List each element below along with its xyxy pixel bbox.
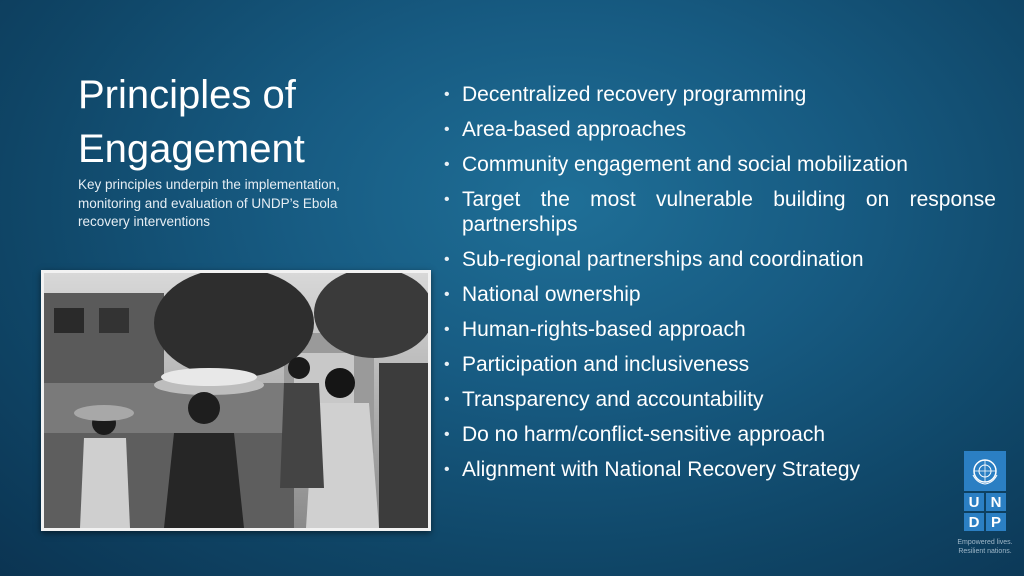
undp-logo [964, 451, 1006, 531]
list-item: • Area-based approaches [444, 118, 687, 141]
list-item: • Alignment with National Recovery Strategy [444, 458, 861, 481]
bullet-dot-icon: • [444, 251, 450, 268]
list-item: • Do no harm/conflict-sensitive approach [444, 423, 826, 446]
street-scene-photo [44, 273, 428, 528]
list-item: • Community engagement and social mobilization [444, 153, 908, 176]
bullet-dot-icon: • [444, 391, 450, 408]
undp-letters: U N D P [964, 493, 1006, 531]
bullet-dot-icon: • [444, 356, 450, 373]
bullet-dot-icon: • [444, 426, 450, 443]
bullet-dot-icon: • [444, 286, 450, 303]
list-item: • Target the most vulnerable building on response partnerships [444, 188, 996, 236]
list-item: • Participation and inclusiveness [444, 353, 750, 376]
list-item: • Transparency and accountability [444, 388, 764, 411]
slide-title: Principles of Engagement [78, 73, 305, 171]
un-emblem-icon [964, 451, 1006, 491]
list-item: • National ownership [444, 283, 641, 306]
bullet-dot-icon: • [444, 121, 450, 138]
bullet-dot-icon: • [444, 191, 450, 208]
photo-frame [41, 270, 431, 531]
logo-tagline: Empowered lives. Resilient nations. [957, 539, 1013, 555]
list-item: • Decentralized recovery programming [444, 83, 807, 106]
principles-list [440, 82, 996, 492]
bullet-dot-icon: • [444, 86, 450, 103]
bullet-dot-icon: • [444, 321, 450, 338]
bullet-dot-icon: • [444, 461, 450, 478]
slide-subtitle: Key principles underpin the implementation, monitoring and evaluation of UNDP’s Ebola recovery interventions [78, 177, 340, 229]
list-item: • Human-rights-based approach [444, 318, 746, 341]
list-item: • Sub-regional partnerships and coordination [444, 248, 864, 271]
bullet-dot-icon: • [444, 156, 450, 173]
